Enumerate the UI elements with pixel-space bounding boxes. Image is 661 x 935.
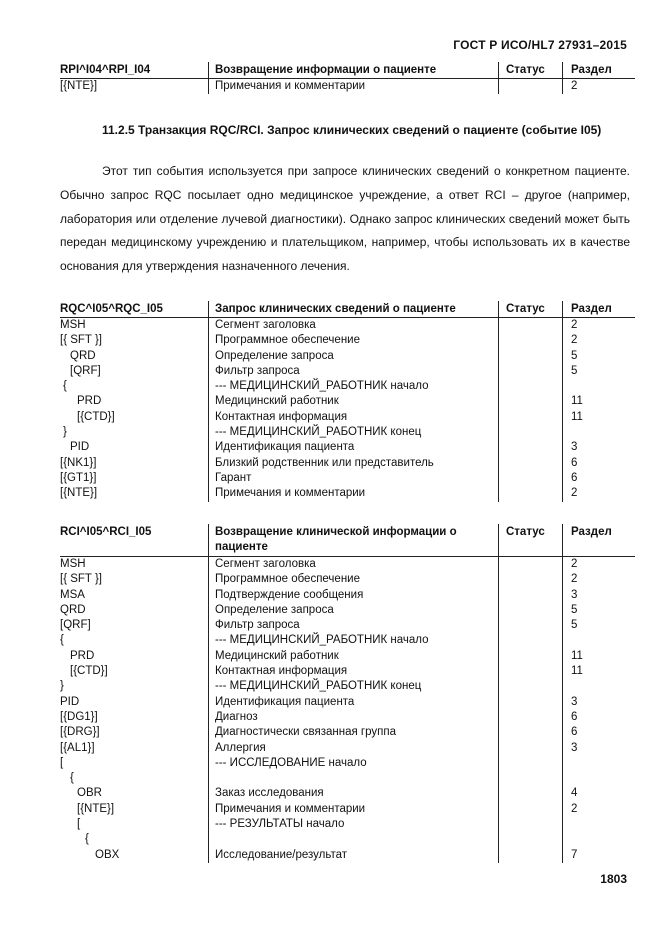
- cell-description: --- РЕЗУЛЬТАТЫ начало: [208, 817, 498, 832]
- table-row: [60, 664, 635, 679]
- cell-description: Программное обеспечение: [208, 572, 498, 587]
- cell-status: [498, 848, 562, 863]
- cell-section: 2: [562, 572, 635, 587]
- col-description: Возвращение информации о пациенте: [208, 62, 498, 78]
- table-rpi: [60, 62, 635, 94]
- cell-status: [498, 349, 562, 364]
- cell-description: [208, 832, 498, 847]
- cell-segment: [{NK1}]: [60, 456, 97, 469]
- cell-description: Примечания и комментарии: [208, 486, 498, 501]
- cell-status: [498, 664, 562, 679]
- cell-status: [498, 333, 562, 348]
- table-row: [60, 848, 635, 863]
- table-rqc: [60, 301, 635, 502]
- cell-description: Идентификация пациента: [208, 695, 498, 710]
- table-row: [60, 588, 635, 603]
- cell-segment: }: [63, 426, 67, 439]
- table-row: [60, 425, 635, 440]
- cell-section: 11: [562, 394, 635, 409]
- col-section: Раздел: [562, 62, 635, 78]
- table-row: [60, 333, 635, 348]
- table-row: [60, 741, 635, 756]
- cell-section: 5: [562, 618, 635, 633]
- cell-segment: {: [60, 634, 64, 647]
- cell-segment: QRD: [60, 603, 86, 616]
- cell-description: Медицинский работник: [208, 649, 498, 664]
- table-row: [60, 440, 635, 455]
- cell-description: Идентификация пациента: [208, 440, 498, 455]
- cell-status: [498, 679, 562, 694]
- cell-segment: [{NTE}]: [60, 487, 98, 500]
- cell-description: --- МЕДИЦИНСКИЙ_РАБОТНИК конец: [208, 679, 498, 694]
- cell-section: 3: [562, 695, 635, 710]
- cell-segment: QRD: [70, 349, 96, 362]
- cell-description: Контактная информация: [208, 410, 498, 425]
- col-description: Запрос клинических сведений о пациенте: [208, 301, 498, 317]
- cell-description: Сегмент заголовка: [208, 557, 498, 572]
- table-row: [60, 695, 635, 710]
- cell-status: [498, 486, 562, 501]
- cell-description: Сегмент заголовка: [208, 318, 498, 333]
- cell-status: [498, 440, 562, 455]
- cell-status: [498, 456, 562, 471]
- cell-segment: PID: [70, 441, 90, 454]
- cell-status: [498, 588, 562, 603]
- cell-description: Аллергия: [208, 741, 498, 756]
- cell-segment: {: [63, 380, 67, 393]
- cell-section: 7: [562, 848, 635, 863]
- cell-section: [562, 817, 635, 832]
- cell-segment: [QRF]: [60, 619, 91, 632]
- cell-segment: MSH: [60, 319, 86, 331]
- cell-description: Программное обеспечение: [208, 333, 498, 348]
- table-row: [60, 456, 635, 471]
- cell-segment: PRD: [77, 395, 102, 408]
- cell-description: Исследование/результат: [208, 848, 498, 863]
- cell-section: [562, 425, 635, 440]
- cell-description: [208, 771, 498, 786]
- cell-description: --- ИССЛЕДОВАНИЕ начало: [208, 756, 498, 771]
- cell-description: --- МЕДИЦИНСКИЙ_РАБОТНИК начало: [208, 633, 498, 648]
- table-header: [60, 62, 635, 79]
- cell-status: [498, 471, 562, 486]
- table-row: [60, 618, 635, 633]
- cell-section: 2: [562, 486, 635, 501]
- table-row: [60, 832, 635, 847]
- cell-segment: [: [77, 818, 81, 831]
- cell-description: Подтверждение сообщения: [208, 588, 498, 603]
- table-row: [60, 471, 635, 486]
- cell-section: 2: [562, 802, 635, 817]
- cell-description: Контактная информация: [208, 664, 498, 679]
- cell-status: [498, 725, 562, 740]
- cell-segment: [QRF]: [70, 364, 101, 377]
- cell-segment: OBX: [95, 848, 120, 861]
- cell-segment: MSH: [60, 558, 86, 570]
- cell-section: 11: [562, 649, 635, 664]
- table-row: [60, 679, 635, 694]
- cell-section: [562, 633, 635, 648]
- cell-section: [562, 679, 635, 694]
- cell-segment: [{CTD}]: [77, 410, 115, 423]
- cell-status: [498, 379, 562, 394]
- table-row: [60, 756, 635, 771]
- table-header: [60, 301, 635, 318]
- cell-section: 3: [562, 440, 635, 455]
- cell-status: [498, 817, 562, 832]
- cell-status: [498, 557, 562, 572]
- cell-segment: PID: [60, 695, 80, 708]
- cell-status: [498, 318, 562, 333]
- cell-segment: [{GT1}]: [60, 471, 97, 484]
- cell-segment: {: [70, 772, 74, 785]
- cell-description: Гарант: [208, 471, 498, 486]
- section-heading: 11.2.5 Транзакция RQC/RCI. Запрос клинических сведений о пациенте (событие I05): [102, 123, 602, 137]
- cell-description: Определение запроса: [208, 603, 498, 618]
- col-section: Раздел: [562, 524, 635, 556]
- cell-status: [498, 695, 562, 710]
- table-row: [60, 633, 635, 648]
- col-status: Статус: [498, 62, 562, 78]
- table-row: [60, 349, 635, 364]
- cell-description: --- МЕДИЦИНСКИЙ_РАБОТНИК начало: [208, 379, 498, 394]
- col-status: Статус: [498, 301, 562, 317]
- cell-section: 6: [562, 710, 635, 725]
- page-header: ГОСТ Р ИСО/HL7 27931–2015: [453, 38, 627, 52]
- cell-segment: [{DG1}]: [60, 710, 98, 723]
- cell-segment: [{CTD}]: [70, 665, 108, 678]
- cell-section: 2: [562, 79, 635, 94]
- cell-segment: [{NTE}]: [77, 802, 115, 815]
- section-paragraph: Этот тип события используется при запросе клинических сведений о конкретном пациенте. Обычно запрос RQC посылает одно медицинское учреждение, а ответ RCI – другое (например, лаборатория или отделение лучевой диагностики). Однако запрос клинических сведений может быть передан медицинскому учреждению и плательщиком, например, чтобы использовать их в качестве основания для утверждения назначенного лечения.: [60, 164, 630, 274]
- table-row: [60, 802, 635, 817]
- table-row: [60, 786, 635, 801]
- cell-section: 5: [562, 364, 635, 379]
- table-row: [60, 318, 635, 333]
- cell-segment: {: [85, 833, 89, 846]
- cell-status: [498, 786, 562, 801]
- table-row: [60, 486, 635, 501]
- cell-section: 11: [562, 664, 635, 679]
- table-row: [60, 379, 635, 394]
- cell-section: 3: [562, 741, 635, 756]
- cell-section: [562, 379, 635, 394]
- cell-section: 5: [562, 603, 635, 618]
- table-row: [60, 364, 635, 379]
- col-message: RQC^I05^RQC_I05: [60, 303, 163, 315]
- cell-segment: OBR: [77, 787, 102, 800]
- cell-status: [498, 771, 562, 786]
- cell-segment: MSA: [60, 588, 85, 601]
- cell-status: [498, 410, 562, 425]
- cell-description: Медицинский работник: [208, 394, 498, 409]
- cell-status: [498, 603, 562, 618]
- table-row: [60, 557, 635, 572]
- cell-description: Близкий родственник или представитель: [208, 456, 498, 471]
- cell-status: [498, 425, 562, 440]
- cell-segment: PRD: [70, 649, 95, 662]
- cell-description: --- МЕДИЦИНСКИЙ_РАБОТНИК конец: [208, 425, 498, 440]
- table-row: [60, 572, 635, 587]
- cell-description: Определение запроса: [208, 349, 498, 364]
- table-row: [60, 79, 635, 94]
- cell-description: Диагноз: [208, 710, 498, 725]
- cell-section: 2: [562, 318, 635, 333]
- cell-section: 2: [562, 333, 635, 348]
- cell-status: [498, 741, 562, 756]
- table-header: [60, 524, 635, 557]
- cell-section: 4: [562, 786, 635, 801]
- cell-status: [498, 802, 562, 817]
- cell-status: [498, 756, 562, 771]
- table-row: [60, 603, 635, 618]
- cell-status: [498, 649, 562, 664]
- page-number: 1803: [600, 872, 627, 886]
- cell-status: [498, 394, 562, 409]
- cell-segment: [{NTE}]: [60, 80, 98, 92]
- cell-description: Диагностически связанная группа: [208, 725, 498, 740]
- cell-section: 5: [562, 349, 635, 364]
- table-row: [60, 649, 635, 664]
- cell-status: [498, 633, 562, 648]
- cell-section: [562, 771, 635, 786]
- table-rci: [60, 524, 635, 863]
- cell-status: [498, 618, 562, 633]
- table-row: [60, 725, 635, 740]
- cell-section: 3: [562, 588, 635, 603]
- table-row: [60, 394, 635, 409]
- cell-segment: [{DRG}]: [60, 726, 100, 739]
- table-row: [60, 710, 635, 725]
- cell-section: 11: [562, 410, 635, 425]
- table-row: [60, 410, 635, 425]
- cell-description: Заказ исследования: [208, 786, 498, 801]
- cell-description: Фильтр запроса: [208, 618, 498, 633]
- cell-section: [562, 832, 635, 847]
- col-description: Возвращение клинической информации о пациенте: [208, 524, 498, 556]
- cell-section: 6: [562, 725, 635, 740]
- cell-section: 6: [562, 471, 635, 486]
- col-message: RPI^I04^RPI_I04: [60, 64, 151, 76]
- cell-segment: }: [60, 680, 64, 693]
- cell-segment: [{ SFT }]: [60, 334, 102, 347]
- table-row: [60, 817, 635, 832]
- cell-status: [498, 832, 562, 847]
- cell-description: Фильтр запроса: [208, 364, 498, 379]
- table-row: [60, 771, 635, 786]
- cell-status: [498, 572, 562, 587]
- cell-section: 2: [562, 557, 635, 572]
- cell-segment: [{AL1}]: [60, 741, 95, 754]
- cell-section: 6: [562, 456, 635, 471]
- cell-segment: [{ SFT }]: [60, 573, 102, 586]
- cell-description: Примечания и комментарии: [208, 802, 498, 817]
- cell-segment: [: [60, 756, 64, 769]
- cell-section: [562, 756, 635, 771]
- cell-description: Примечания и комментарии: [208, 79, 498, 94]
- cell-status: [498, 79, 562, 94]
- col-status: Статус: [498, 524, 562, 556]
- col-message: RCI^I05^RCI_I05: [60, 526, 152, 538]
- col-section: Раздел: [562, 301, 635, 317]
- cell-status: [498, 364, 562, 379]
- cell-status: [498, 710, 562, 725]
